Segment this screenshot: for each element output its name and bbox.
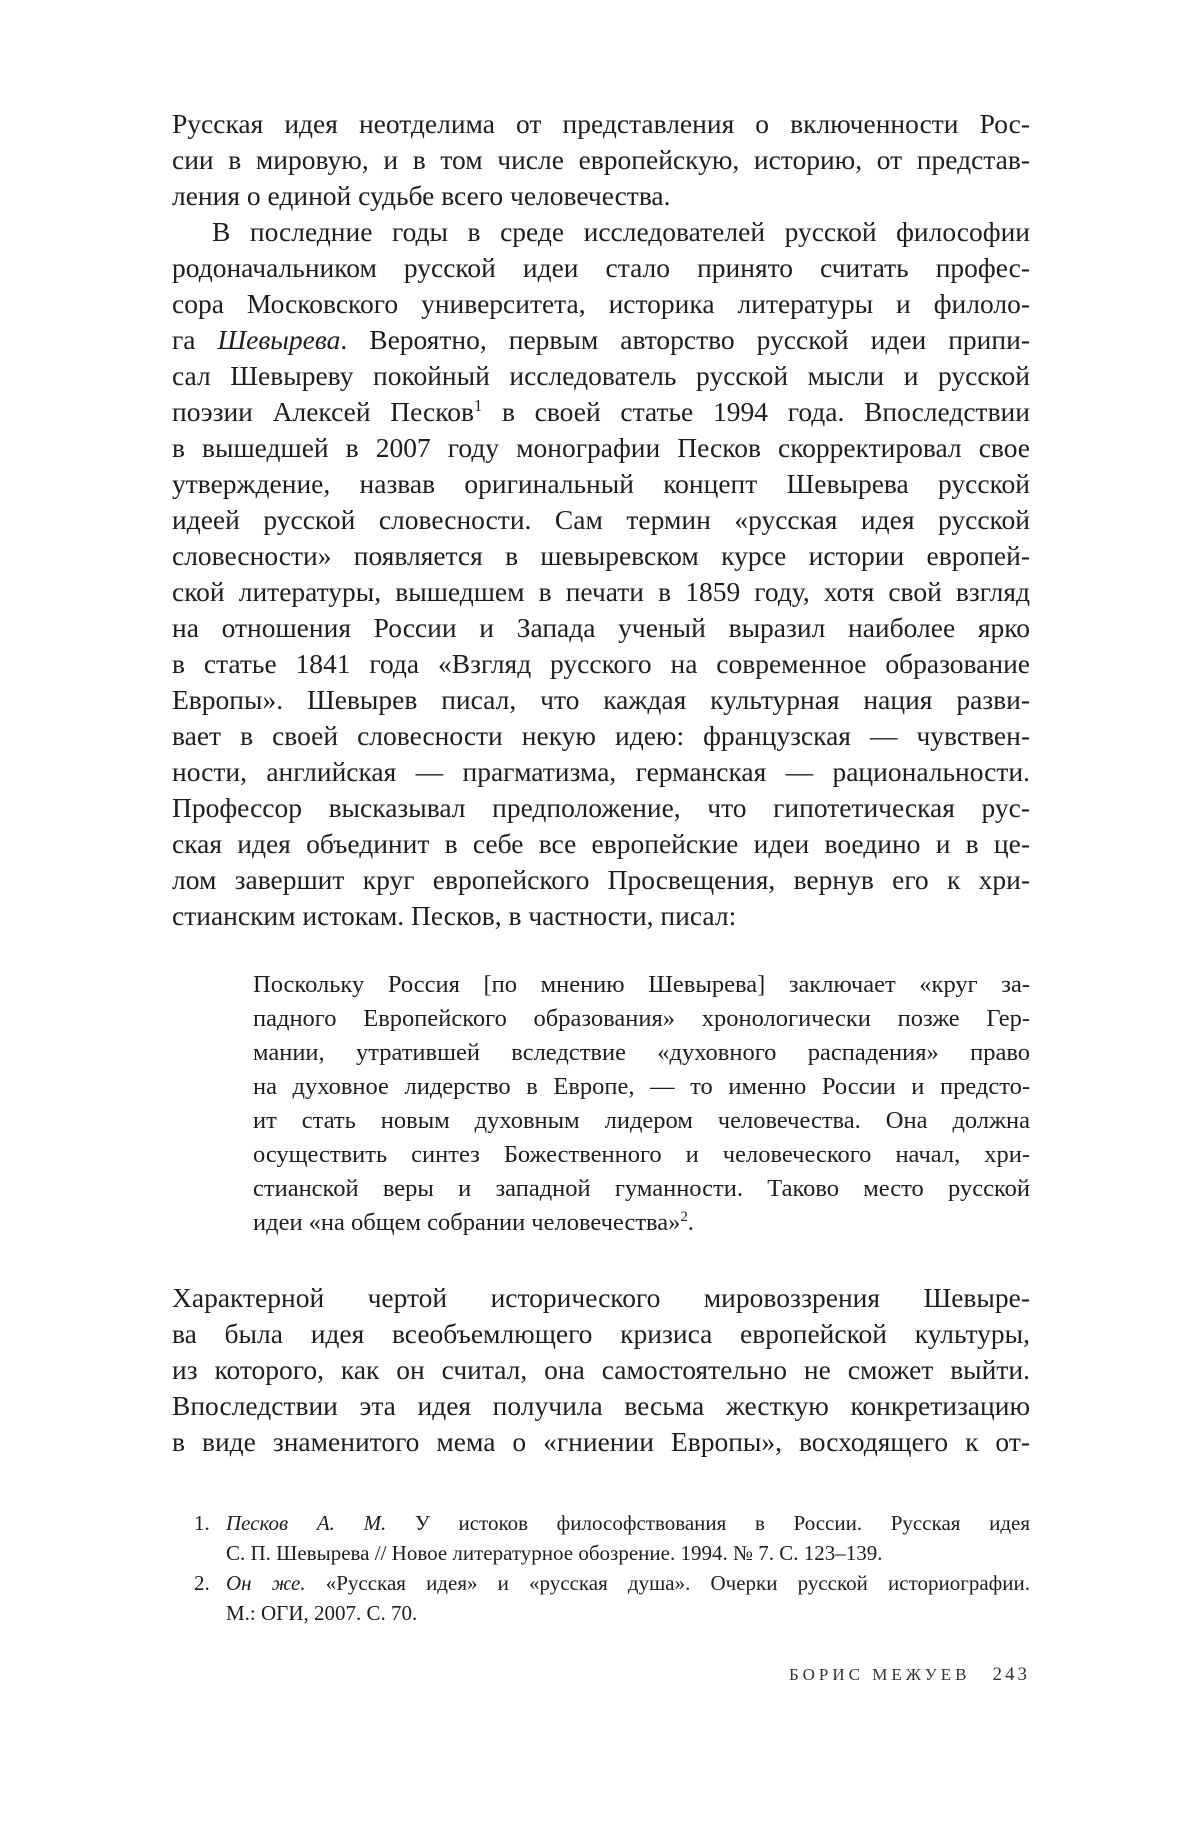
text-line: идеей русской словесности. Сам термин «русская идея русской [172,504,1030,535]
footnote-author: Песков А. М. [226,1511,387,1535]
paragraph-2 [172,214,1030,934]
text-line: ления о единой судьбе всего человечества. [172,180,671,211]
text-fragment: в своей статье 1994 года. Впоследствии [482,396,1030,427]
quote-line: падного Европейского образования» хронологически позже Гер- [253,1005,1030,1032]
footnote-number: 1. [194,1511,210,1535]
text-line: Русская идея неотделима от представления о включенности Рос- [172,108,1030,139]
block-quote [172,968,1030,1240]
footnote-ref-2[interactable]: 2 [680,1208,688,1225]
text-line: ской литературы, вышедшем в печати в 1859 году, хотя свой взгляд [172,576,1030,607]
footnote-ref-1[interactable]: 1 [473,395,483,415]
footnote-line: М.: ОГИ, 2007. С. 70. [226,1601,418,1625]
text-line: в статье 1841 года «Взгляд русского на современное образование [172,648,1030,679]
running-footer [789,1664,1030,1686]
footnotes [194,1508,1030,1628]
footnote-2 [194,1568,1030,1628]
spacer [172,934,1030,968]
quote-line: Поскольку Россия [по мнению Шевырева] заключает «круг за- [253,971,1030,998]
text-line: вает в своей словесности некую идею: французская — чувствен- [172,720,1030,751]
footnote-number: 2. [194,1571,210,1595]
text-line: на отношения России и Запада ученый выразил наиболее ярко [172,612,1030,643]
text-fragment: га [172,324,218,355]
spacer [172,1240,1030,1280]
text-line: Европы». Шевырев писал, что каждая культурная нация разви- [172,684,1030,715]
footnote-line [226,1568,1030,1598]
text-fragment: идеи «на общем собрании человечества» [253,1209,681,1236]
text-line: утверждение, назвав оригинальный концепт Шевырева русской [172,468,1030,499]
text-line: ская идея объединит в себе все европейские идеи воедино и в це- [172,828,1030,859]
text-line: Впоследствии эта идея получила весьма жесткую конкретизацию [172,1390,1030,1421]
text-line: из которого, как он считал, она самостоятельно не сможет выйти. [172,1354,1030,1385]
text-line: стианским истокам. Песков, в частности, писал: [172,900,737,931]
text-line: Характерной чертой исторического мировоззрения Шевыре- [172,1282,1030,1313]
quote-line: на духовное лидерство в Европе, — то именно России и предсто- [253,1073,1030,1100]
quote-line: стианской веры и западной гуманности. Таково место русской [253,1175,1030,1202]
text-line: В последние годы в среде исследователей русской философии [212,216,1030,247]
text-line: Профессор высказывал предположение, что гипотетическая рус- [172,792,1030,823]
footnote-line: С. П. Шевырева // Новое литературное обозрение. 1994. № 7. С. 123–139. [226,1541,883,1565]
text-line: в вышедшей в 2007 году монографии Песков скорректировал свое [172,432,1030,463]
text-line [172,394,1030,430]
text-line: сал Шевыреву покойный исследователь русской мысли и русской [172,360,1030,391]
text-line: сии в мировую, и в том числе европейскую, историю, от представ- [172,144,1030,175]
page-number: 243 [992,1664,1030,1685]
paragraph-3 [172,1280,1030,1460]
quote-line: осуществить синтез Божественного и человеческого начал, хри- [253,1141,1030,1168]
footnote-1 [194,1508,1030,1568]
text-line: ва была идея всеобъемлющего кризиса европейской культуры, [172,1318,1030,1349]
paragraph-1 [172,106,1030,214]
text-line: лом завершит круг европейского Просвещения, вернув его к хри- [172,864,1030,895]
text-fragment: поэзии Алексей Песков [172,396,474,427]
footer-author: БОРИС МЕЖУЕВ [789,1665,971,1684]
footnote-line [226,1508,1030,1538]
text-line: ности, английская — прагматизма, германская — рациональности. [172,756,1030,787]
text-line: сора Московского университета, историка литературы и филоло- [172,288,1030,319]
quote-line: ит стать новым духовным лидером человечества. Она должна [253,1107,1030,1134]
text-line: родоначальником русской идеи стало принято считать профес- [172,252,1030,283]
italic-name: Шевырева [217,324,341,355]
text-line [172,322,1030,358]
main-text [172,106,1030,1460]
text-fragment: «Русская идея» и «русская душа». Очерки русской историографии. [305,1571,1030,1595]
quote-line [253,1206,1030,1240]
text-line: словесности» появляется в шевыревском курсе истории европей- [172,540,1030,571]
text-line: в виде знаменитого мема о «гниении Европы», восходящего к от- [172,1426,1030,1457]
quote-line: мании, утратившей вследствие «духовного распадения» право [253,1039,1030,1066]
text-fragment: . Вероятно, первым авторство русской идеи припи- [340,324,1030,355]
footnote-author: Он же. [226,1571,306,1595]
text-fragment: У истоков философствования в России. Русская идея [386,1511,1030,1535]
text-fragment: . [687,1209,694,1236]
